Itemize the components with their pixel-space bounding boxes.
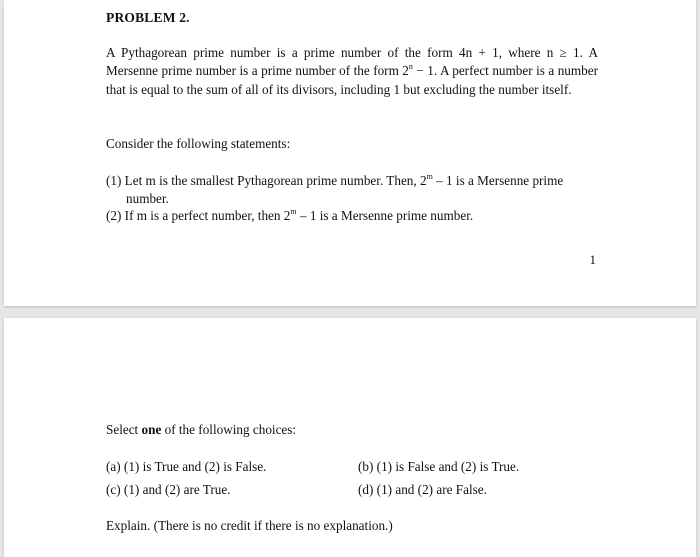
statement-1	[106, 172, 596, 209]
choice-d: (d) (1) and (2) are False.	[358, 482, 487, 497]
consider-statements-text: Consider the following statements:	[106, 136, 291, 151]
choice-b: (b) (1) is False and (2) is True.	[358, 459, 520, 474]
choice-c: (c) (1) and (2) are True.	[106, 482, 231, 497]
page-number: 1	[589, 252, 596, 267]
document-page-2	[4, 318, 696, 557]
statement-1-exponent: m	[426, 172, 433, 181]
problem-definition-paragraph	[106, 44, 598, 99]
choice-a: (a) (1) is True and (2) is False.	[106, 459, 267, 474]
select-text-end: of the following choices:	[161, 422, 297, 437]
exponent-n: n	[408, 62, 413, 72]
statement-2-text: (2) If m is a perfect number, then 2	[106, 208, 291, 223]
problem-heading: PROBLEM 2.	[106, 10, 190, 25]
explain-instruction: Explain. (There is no credit if there is no explanation.)	[106, 518, 393, 533]
definition-text-part-1: A Pythagorean prime number is a prime number of the form 4n + 1, where n ≥ 1. A Mersenne prime number is a prime number of the form 2	[106, 45, 598, 79]
document-page-1	[4, 0, 696, 306]
definition-text-part-2: − 1. A perfect number is a number that is equal to the sum of all of its divisors, including 1 but excluding the number itself.	[106, 63, 598, 97]
select-instruction	[106, 421, 598, 439]
statement-1-text-end: – 1 is a Mersenne prime number.	[126, 173, 564, 207]
select-emphasis: one	[141, 422, 162, 437]
select-text-start: Select	[106, 422, 142, 437]
statement-2-exponent: m	[290, 207, 297, 216]
statement-2-text-end: – 1 is a Mersenne prime number.	[296, 208, 474, 223]
statement-1-text: (1) Let m is the smallest Pythagorean prime number. Then, 2	[106, 173, 427, 188]
statement-2	[106, 207, 596, 225]
